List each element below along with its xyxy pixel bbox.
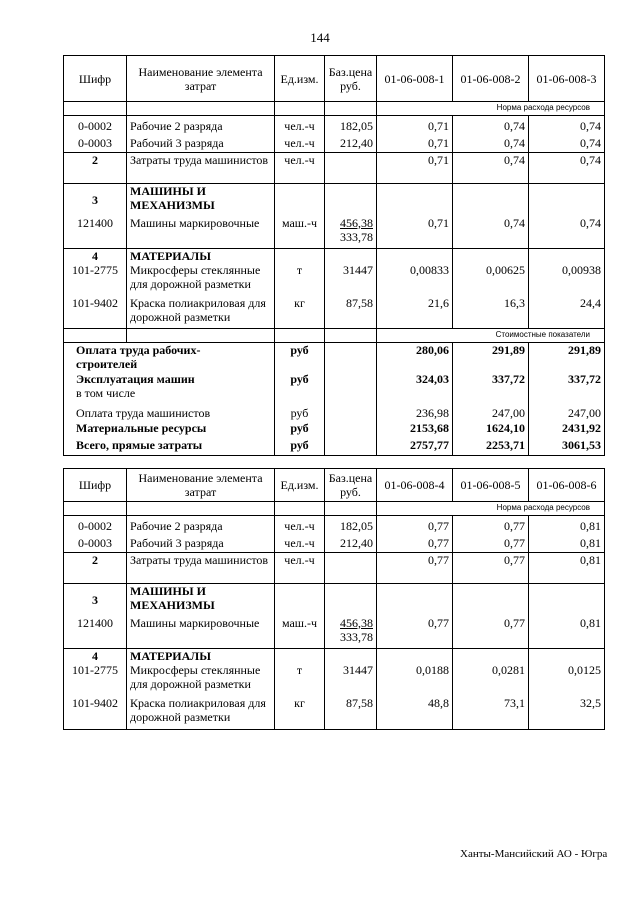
cost-value: 1624,10 [453,421,529,438]
cost-row [64,372,605,404]
cost-note: в том числе [76,386,136,400]
code-cell: 0-0003 [64,136,127,153]
cost-unit: руб [275,421,325,438]
cost-unit: руб [275,342,325,372]
value-cell: 73,1 [453,696,529,729]
price-cell: 182,05 [325,116,377,136]
cost-title: Эксплуатация машин [76,372,195,386]
price-cell: 212,40 [325,536,377,553]
section-title: МАШИНЫ И МЕХАНИЗМЫ [127,584,275,616]
name-cell: Краска полиакриловая для дорожной разметки [127,296,275,328]
price-cell: 87,58 [325,296,377,328]
cost-row [64,438,605,455]
value-cell: 16,3 [453,296,529,328]
header-code: Шифр [64,469,127,502]
value-cell: 0,0125 [529,663,605,696]
header-column: 01-06-008-4 [377,469,453,502]
value-cell: 0,71 [377,216,453,249]
page-number: 144 [310,30,330,45]
cost-value: 291,89 [453,342,529,372]
code-cell: 2 [64,553,127,584]
name-cell: Машины маркировочные [127,216,275,249]
table-header [64,469,605,502]
table-row [64,296,605,328]
section-row [64,649,605,664]
price-cell: 31447 [325,263,377,296]
cost-value: 2757,77 [377,438,453,455]
name-cell: Машины маркировочные [127,616,275,649]
norm-label-row [64,502,605,516]
header-unit: Ед.изм. [275,56,325,102]
header-column: 01-06-008-6 [529,469,605,502]
section-code: 4 [64,249,127,264]
cost-name: Оплата труда рабочих-строителей [64,342,275,372]
name-cell: Краска полиакриловая для дорожной разметки [127,696,275,729]
value-cell: 0,71 [377,136,453,153]
value-cell: 0,77 [377,553,453,584]
cost-value: 280,06 [377,342,453,372]
value-cell: 0,77 [453,616,529,649]
value-cell: 0,77 [453,516,529,536]
price-cell [325,616,377,649]
price-cell: 182,05 [325,516,377,536]
header-column: 01-06-008-2 [453,56,529,102]
name-cell: Рабочий 3 разряда [127,136,275,153]
norm-label: Норма расхода ресурсов [377,502,605,516]
price-cell: 212,40 [325,136,377,153]
name-cell: Рабочие 2 разряда [127,116,275,136]
cost-value: 2153,68 [377,421,453,438]
unit-cell: чел.-ч [275,553,325,584]
unit-cell: чел.-ч [275,116,325,136]
norm-label-row [64,102,605,116]
price-primary: 456,38 [340,215,373,230]
code-cell: 0-0003 [64,536,127,553]
value-cell: 32,5 [529,696,605,729]
cost-row [64,404,605,421]
code-cell: 0-0002 [64,516,127,536]
cost-unit: руб [275,372,325,404]
section-code: 3 [64,584,127,616]
value-cell: 0,71 [377,116,453,136]
cost-name: Всего, прямые затраты [64,438,275,455]
price-secondary: 333,78 [340,629,373,644]
header-name: Наименование элемента затрат [127,56,275,102]
code-cell: 101-9402 [64,296,127,328]
value-cell: 0,74 [453,116,529,136]
value-cell: 0,00625 [453,263,529,296]
unit-cell: т [275,263,325,296]
cost-label-row [64,328,605,342]
unit-cell: чел.-ч [275,136,325,153]
name-cell: Микросферы стеклянные для дорожной разметки [127,663,275,696]
cost-row [64,342,605,372]
value-cell: 0,81 [529,553,605,584]
value-cell: 0,74 [529,153,605,184]
cost-value: 247,00 [453,404,529,421]
unit-cell: маш.-ч [275,216,325,249]
section-title: МАШИНЫ И МЕХАНИЗМЫ [127,184,275,216]
table-row [64,136,605,153]
value-cell: 0,77 [377,516,453,536]
table-row [64,153,605,184]
table-row [64,696,605,729]
price-cell: 31447 [325,663,377,696]
header-name: Наименование элемента затрат [127,469,275,502]
section-code: 4 [64,649,127,664]
header-column: 01-06-008-3 [529,56,605,102]
resource-table-1 [63,55,605,456]
name-cell: Микросферы стеклянные для дорожной разметки [127,263,275,296]
value-cell: 0,77 [377,536,453,553]
value-cell: 0,81 [529,536,605,553]
price-primary: 456,38 [340,615,373,630]
code-cell: 101-2775 [64,263,127,296]
value-cell: 0,0281 [453,663,529,696]
page-footer: Ханты-Мансийский АО - Югра [460,848,608,860]
table-row [64,263,605,296]
code-cell: 101-9402 [64,696,127,729]
value-cell: 48,8 [377,696,453,729]
price-cell: 87,58 [325,696,377,729]
value-cell: 24,4 [529,296,605,328]
header-price: Баз.цена руб. [325,56,377,102]
value-cell: 0,00833 [377,263,453,296]
table-row [64,516,605,536]
value-cell: 0,74 [453,136,529,153]
cost-name: Материальные ресурсы [64,421,275,438]
name-cell: Затраты труда машинистов [127,153,275,184]
unit-cell: т [275,663,325,696]
header-unit: Ед.изм. [275,469,325,502]
value-cell: 21,6 [377,296,453,328]
cost-value: 236,98 [377,404,453,421]
cost-name: Оплата труда машинистов [64,404,275,421]
unit-cell: кг [275,696,325,729]
section-title: МАТЕРИАЛЫ [127,649,275,664]
value-cell: 0,00938 [529,263,605,296]
cost-name [64,372,275,404]
unit-cell: кг [275,296,325,328]
unit-cell: маш.-ч [275,616,325,649]
cost-value: 291,89 [529,342,605,372]
value-cell: 0,74 [453,216,529,249]
unit-cell: чел.-ч [275,153,325,184]
table-row [64,536,605,553]
header-code: Шифр [64,56,127,102]
code-cell: 101-2775 [64,663,127,696]
cost-value: 2431,92 [529,421,605,438]
value-cell: 0,0188 [377,663,453,696]
value-cell: 0,77 [453,536,529,553]
resource-table-2 [63,468,605,730]
value-cell: 0,77 [377,616,453,649]
name-cell: Рабочие 2 разряда [127,516,275,536]
cost-unit: руб [275,438,325,455]
section-row [64,184,605,216]
cost-label: Стоимостные показатели [377,328,605,342]
cost-unit: руб [275,404,325,421]
section-row [64,584,605,616]
table-row [64,116,605,136]
cost-value: 2253,71 [453,438,529,455]
section-code: 3 [64,184,127,216]
code-cell: 121400 [64,216,127,249]
value-cell: 0,81 [529,616,605,649]
norm-label: Норма расхода ресурсов [377,102,605,116]
value-cell: 0,74 [453,153,529,184]
header-price: Баз.цена руб. [325,469,377,502]
cost-value: 3061,53 [529,438,605,455]
unit-cell: чел.-ч [275,516,325,536]
header-column: 01-06-008-5 [453,469,529,502]
value-cell: 0,74 [529,136,605,153]
code-cell: 121400 [64,616,127,649]
table-row [64,553,605,584]
table-row [64,216,605,249]
cost-value: 337,72 [453,372,529,404]
price-cell [325,216,377,249]
value-cell: 0,71 [377,153,453,184]
cost-value: 337,72 [529,372,605,404]
unit-cell: чел.-ч [275,536,325,553]
value-cell: 0,74 [529,116,605,136]
code-cell: 2 [64,153,127,184]
value-cell: 0,81 [529,516,605,536]
section-row [64,249,605,264]
table-header [64,56,605,102]
name-cell: Рабочий 3 разряда [127,536,275,553]
table-row [64,663,605,696]
cost-value: 324,03 [377,372,453,404]
name-cell: Затраты труда машинистов [127,553,275,584]
section-title: МАТЕРИАЛЫ [127,249,275,264]
table-row [64,616,605,649]
cost-row [64,421,605,438]
cost-value: 247,00 [529,404,605,421]
value-cell: 0,77 [453,553,529,584]
value-cell: 0,74 [529,216,605,249]
price-secondary: 333,78 [340,229,373,244]
header-column: 01-06-008-1 [377,56,453,102]
code-cell: 0-0002 [64,116,127,136]
